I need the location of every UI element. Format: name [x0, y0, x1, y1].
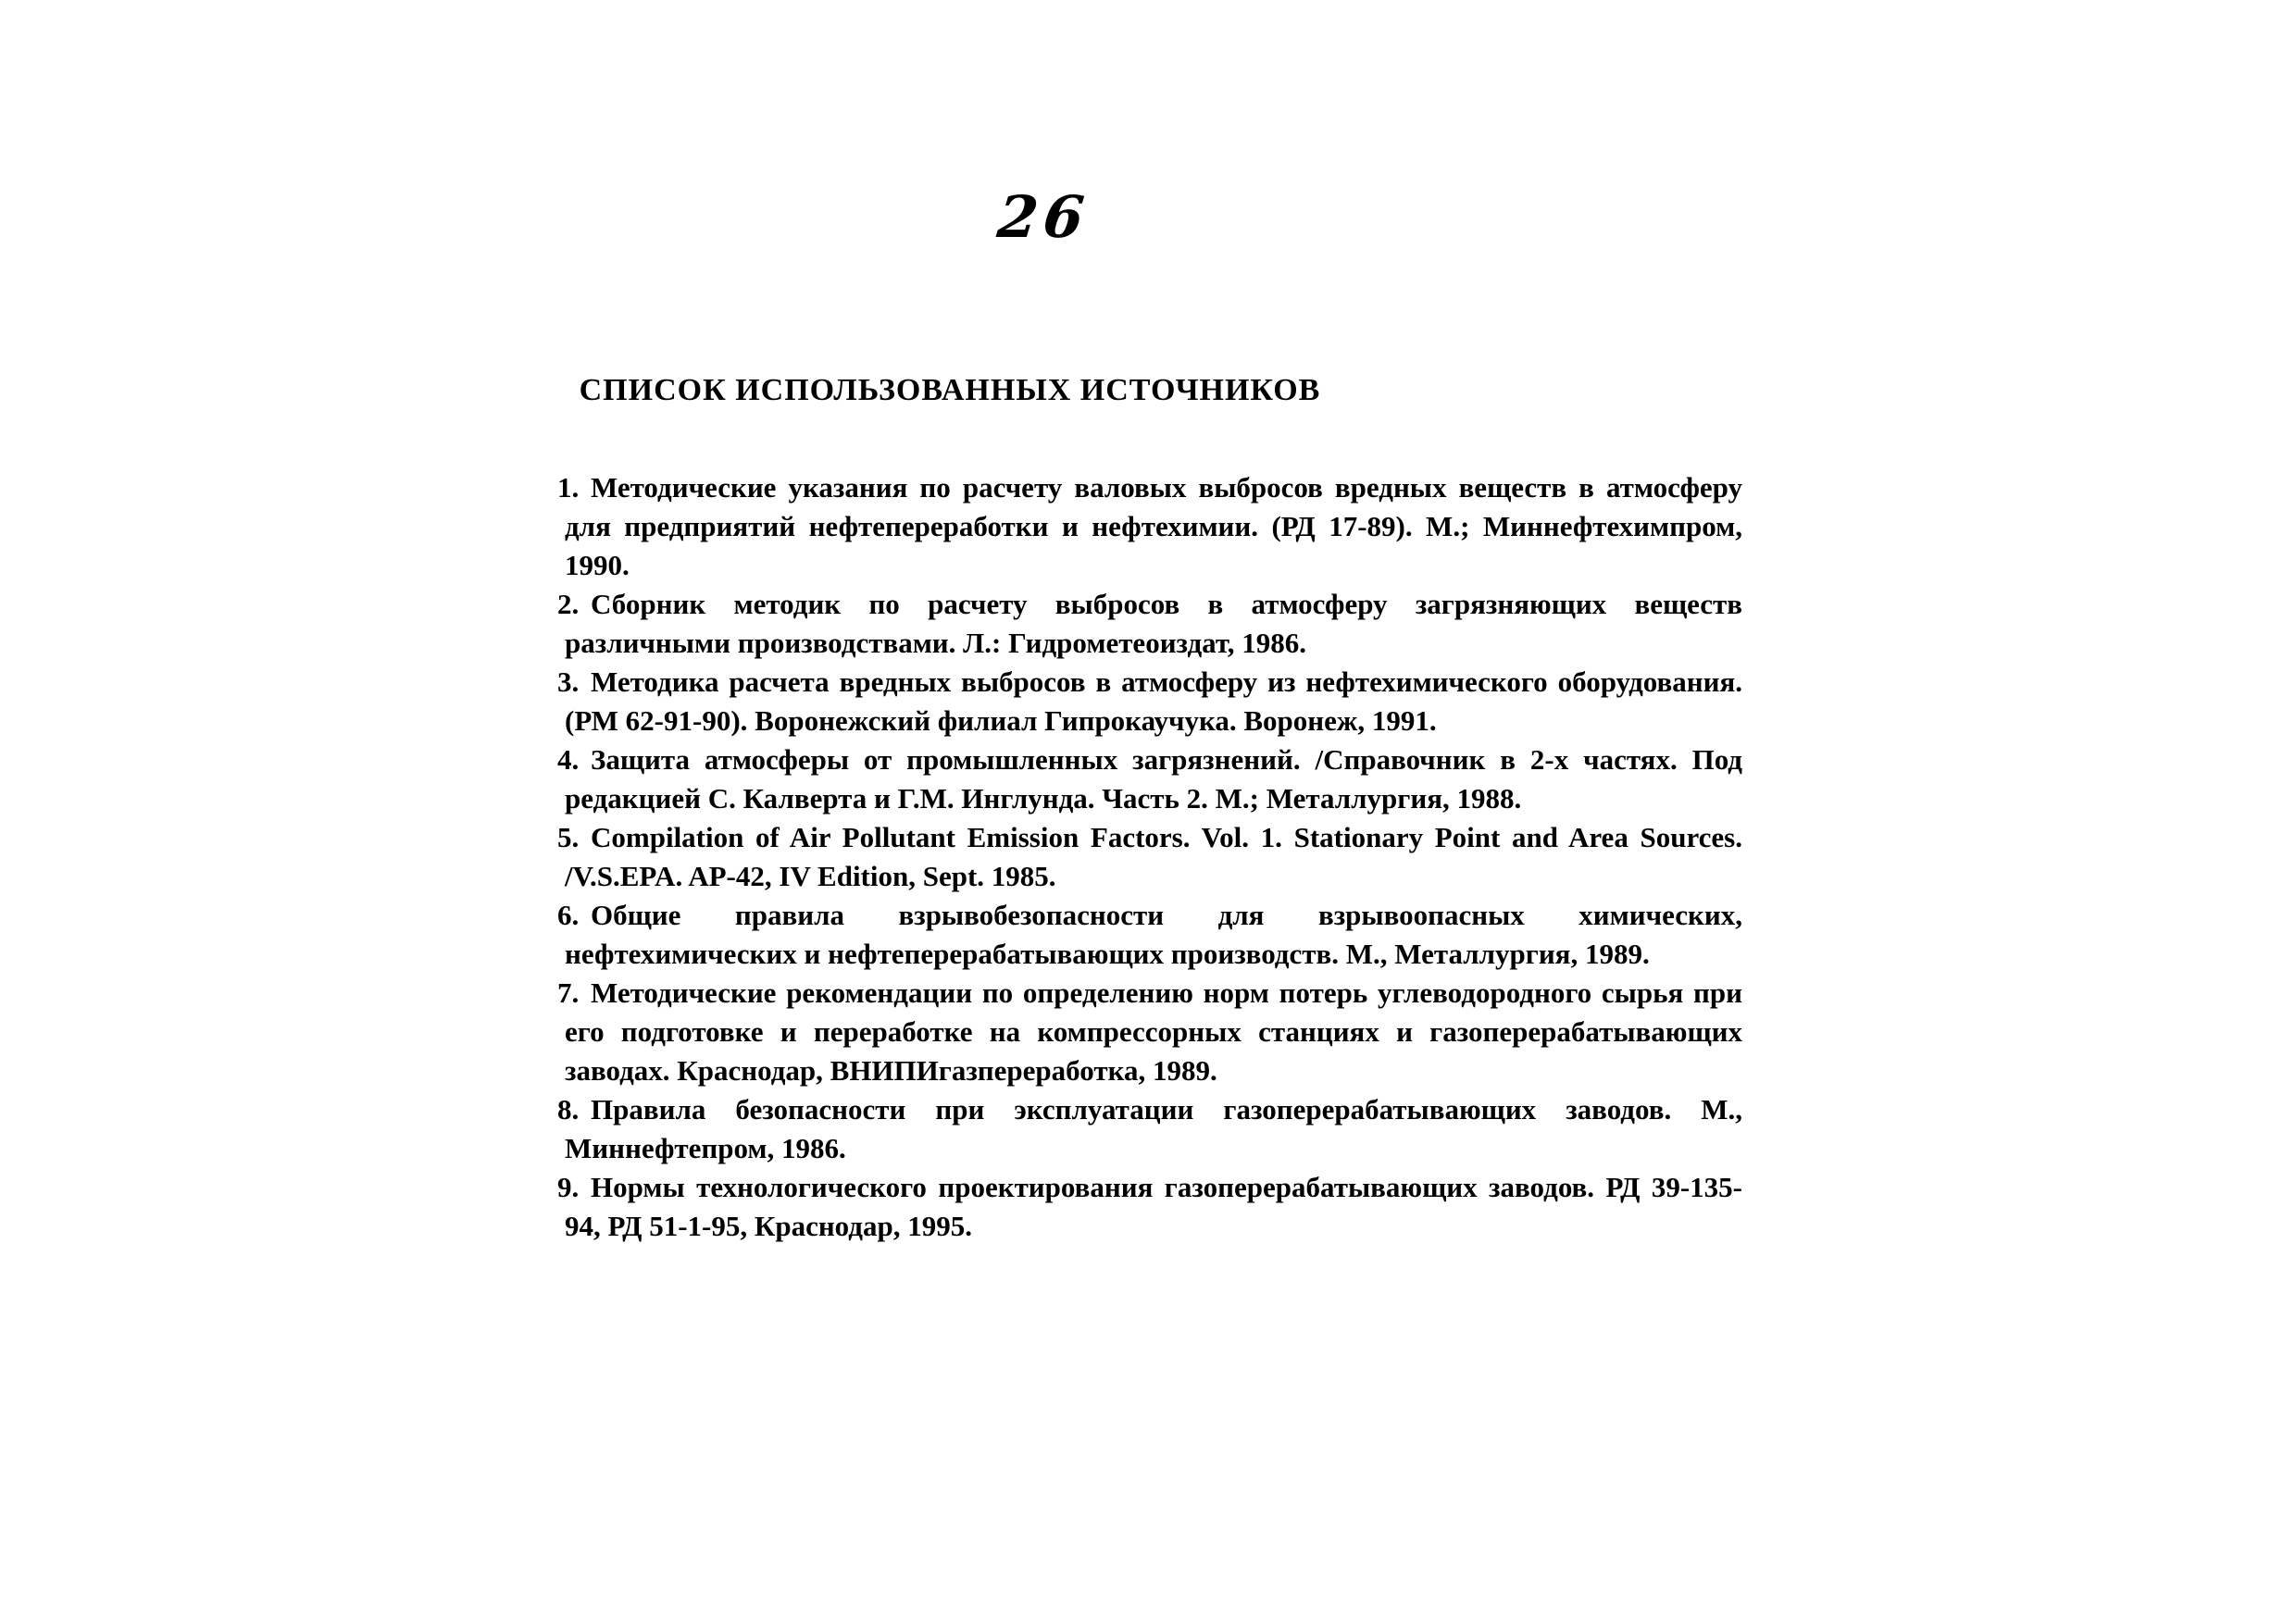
reference-item	[557, 663, 1742, 740]
reference-text: Общие правила взрывобезопасности для взрывоопасных химических, нефтехимических и нефтеперерабатывающих производств. М., Металлургия, 1989.	[565, 899, 1742, 970]
reference-item	[557, 818, 1742, 896]
reference-item	[557, 740, 1742, 818]
reference-item	[557, 1168, 1742, 1246]
reference-text: Сборник методик по расчету выбросов в атмосферу загрязняющих веществ различными производствами. Л.: Гидрометеоиздат, 1986.	[565, 588, 1742, 659]
reference-text: Методические указания по расчету валовых выбросов вредных веществ в атмосферу для предприятий нефтепереработки и нефтехимии. (РД 17-89). М.; Миннефтехимпром, 1990.	[565, 471, 1742, 581]
document-title: СПИСОК ИСПОЛЬЗОВАННЫХ ИСТОЧНИКОВ	[579, 373, 1321, 407]
reference-number: 2.	[557, 588, 580, 620]
reference-item	[557, 1090, 1742, 1168]
reference-item	[557, 974, 1742, 1090]
reference-item	[557, 468, 1742, 585]
document-content	[557, 372, 1742, 1246]
reference-number: 4.	[557, 743, 580, 776]
reference-number: 3.	[557, 665, 580, 698]
reference-text: Нормы технологического проектирования газоперерабатывающих заводов. РД 39-135-94, РД 51-1-95, Краснодар, 1995.	[565, 1171, 1742, 1242]
reference-text: Compilation of Air Pollutant Emission Factors. Vol. 1. Stationary Point and Area Sources. /V.S.EPA. AP-42, IV Edition, Sept. 1985.	[565, 821, 1742, 892]
reference-text: Правила безопасности при эксплуатации газоперерабатывающих заводов. М., Миннефтепром, 1986.	[565, 1093, 1742, 1164]
reference-text: Методика расчета вредных выбросов в атмосферу из нефтехимического оборудования. (РМ 62-91-90). Воронежский филиал Гипрокаучука. Воронеж, 1991.	[565, 665, 1742, 737]
reference-text: Защита атмосферы от промышленных загрязнений. /Справочник в 2-х частях. Под редакцией С. Калверта и Г.М. Инглунда. Часть 2. М.; Металлургия, 1988.	[565, 743, 1742, 815]
references-list	[557, 468, 1742, 1246]
reference-number: 8.	[557, 1093, 580, 1126]
reference-item	[557, 585, 1742, 663]
handwritten-page-number: 26	[994, 183, 1093, 251]
reference-number: 7.	[557, 976, 580, 1009]
reference-text: Методические рекомендации по определению норм потерь углеводородного сырья при его подготовке и переработке на компрессорных станциях и газоперерабатывающих заводах. Краснодар, ВНИПИгазпереработка, 1989.	[565, 976, 1742, 1087]
reference-item	[557, 896, 1742, 974]
reference-number: 9.	[557, 1171, 580, 1203]
reference-number: 6.	[557, 899, 580, 931]
reference-number: 5.	[557, 821, 580, 853]
reference-number: 1.	[557, 471, 580, 504]
